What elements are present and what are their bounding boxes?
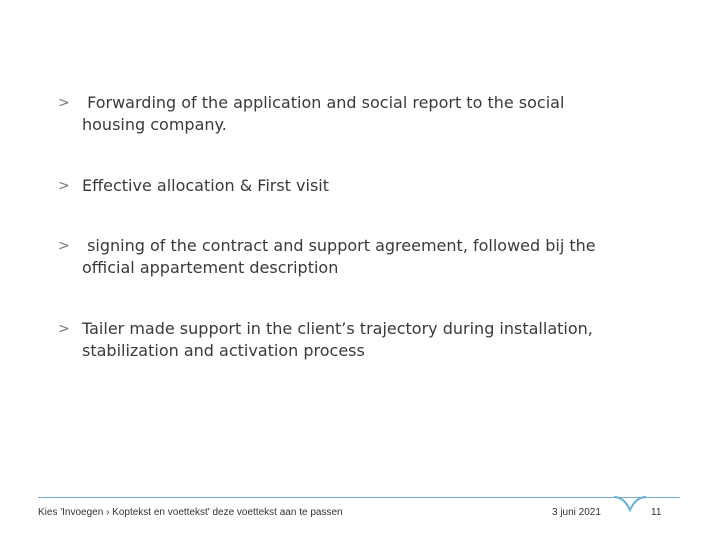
bullet-text: Forwarding of the application and social report to the social housing company. xyxy=(82,93,565,134)
bullet-marker: > xyxy=(58,178,70,194)
footer-note: Kies 'Invoegen › Koptekst en voettekst' deze voettekst aan te passen xyxy=(38,507,343,518)
bullet-item-4 xyxy=(58,318,658,362)
logo-icon xyxy=(612,488,648,512)
bullet-item-3 xyxy=(58,235,658,279)
bullet-text: Effective allocation & First visit xyxy=(82,176,329,195)
bullet-text: signing of the contract and support agreement, followed bij the official appartement description xyxy=(82,236,596,277)
bullet-marker: > xyxy=(58,238,70,254)
bullet-marker: > xyxy=(58,95,70,111)
footer-date: 3 juni 2021 xyxy=(552,507,601,518)
footer-divider xyxy=(38,497,680,498)
bullet-item-1 xyxy=(58,92,658,136)
page-number: 11 xyxy=(651,507,662,518)
bullet-text: Tailer made support in the client’s trajectory during installation, stabilization and activation process xyxy=(82,319,593,360)
bullet-marker: > xyxy=(58,321,70,337)
bullet-item-2 xyxy=(58,175,658,197)
